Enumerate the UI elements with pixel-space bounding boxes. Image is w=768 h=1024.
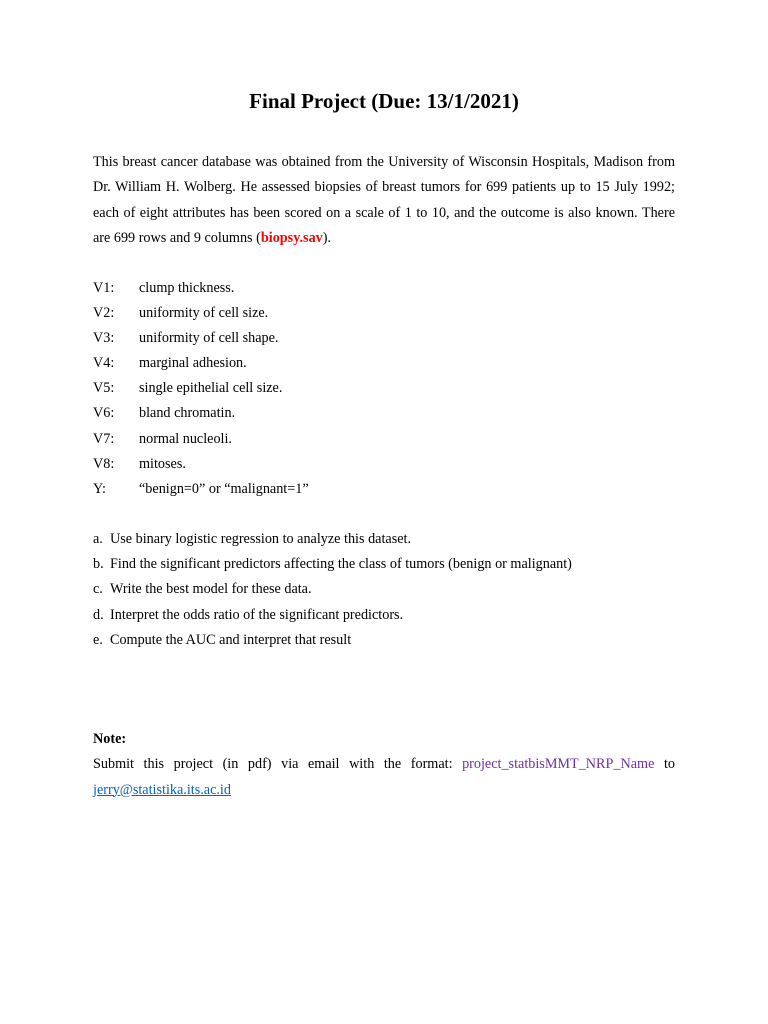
variable-code: V1: <box>93 280 115 296</box>
task-letter: b. <box>93 556 104 573</box>
page-title: Final Project (Due: 13/1/2021) <box>249 89 519 113</box>
email-link[interactable]: jerry@statistika.its.ac.id <box>93 781 231 798</box>
variable-description: uniformity of cell size. <box>139 305 269 322</box>
variable-code: V6: <box>93 405 115 422</box>
task-item <box>93 552 572 577</box>
variable-code: V4: <box>93 355 115 372</box>
variable-code: V7: <box>93 430 115 447</box>
note-heading: Note: <box>93 731 127 747</box>
note-line <box>93 752 675 778</box>
task-letter: a. <box>93 531 103 547</box>
variable-description: clump thickness. <box>139 280 235 296</box>
variable-code: Y: <box>93 480 106 497</box>
variable-item <box>93 276 309 301</box>
task-text: Write the best model for these data. <box>110 581 312 598</box>
task-item <box>93 577 572 602</box>
submission-format: project_statbisMMT_NRP_Name <box>462 756 655 772</box>
variable-code: V2: <box>93 305 115 322</box>
variable-description: bland chromatin. <box>139 405 236 422</box>
variable-item <box>93 351 309 376</box>
variable-item <box>93 401 309 426</box>
variable-item <box>93 326 309 351</box>
intro-text: This breast cancer database was obtained from the University of Wisconsin Hospitals, Madison from Dr. William H. Wolberg. He assessed biopsies of breast tumors for 699 patients up to 15 July 1992; each of eight attributes has been scored on a scale of 1 to 10, and the outcome is also known. There are 699 rows and 9 columns ( <box>93 154 675 246</box>
task-letter: d. <box>93 606 104 623</box>
note-line <box>93 778 675 804</box>
note-paragraph <box>93 752 675 803</box>
task-list <box>93 527 572 653</box>
task-text: Compute the AUC and interpret that result <box>110 631 352 648</box>
variable-item <box>93 477 309 502</box>
variable-description: normal nucleoli. <box>139 430 232 447</box>
variable-item <box>93 452 309 477</box>
variable-code: V8: <box>93 455 115 472</box>
variable-item <box>93 376 309 401</box>
variable-description: single epithelial cell size. <box>139 380 283 397</box>
task-letter: c. <box>93 581 103 598</box>
task-item <box>93 527 572 552</box>
task-text: Use binary logistic regression to analyze this dataset. <box>110 531 412 547</box>
task-text: Find the significant predictors affecting the class of tumors (benign or malignant) <box>110 556 572 573</box>
task-letter: e. <box>93 631 103 648</box>
variable-code: V5: <box>93 380 115 397</box>
variable-code: V3: <box>93 330 115 347</box>
variable-description: uniformity of cell shape. <box>139 330 279 347</box>
task-item <box>93 603 572 628</box>
dataset-filename: biopsy.sav <box>260 229 323 246</box>
variable-description: “benign=0” or “malignant=1” <box>139 480 309 497</box>
note-text: Submit this project (in pdf) via email with the format: <box>93 756 453 772</box>
task-item <box>93 628 572 653</box>
variable-item <box>93 301 309 326</box>
variable-description: mitoses. <box>139 455 186 472</box>
intro-paragraph <box>93 150 675 251</box>
variable-item <box>93 427 309 452</box>
variable-description: marginal adhesion. <box>139 355 247 372</box>
variable-list <box>93 276 309 502</box>
intro-text-end: ). <box>322 229 332 246</box>
task-text: Interpret the odds ratio of the significant predictors. <box>110 606 404 623</box>
note-to-text: to <box>663 756 675 772</box>
